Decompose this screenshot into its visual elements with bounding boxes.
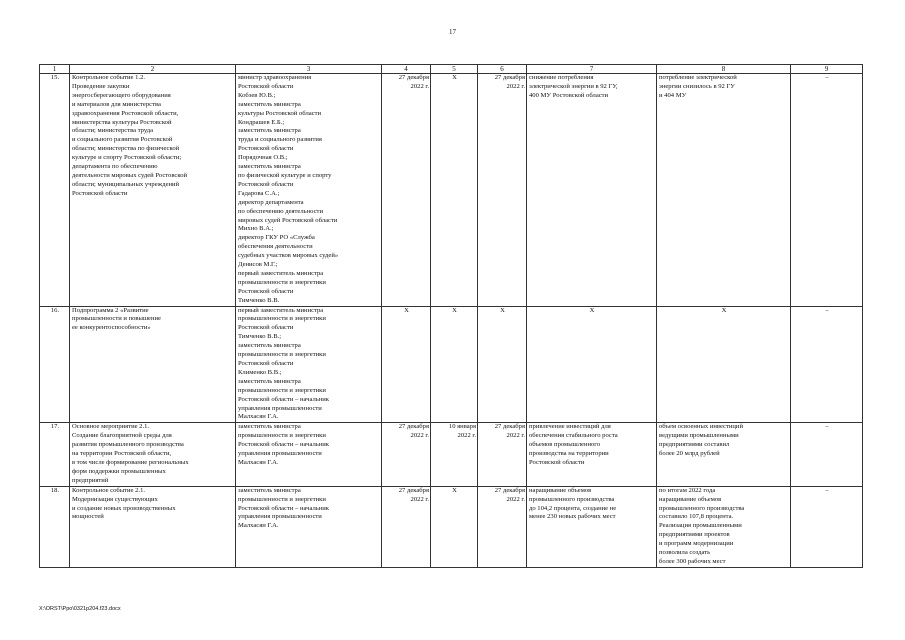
column-header: 2	[70, 65, 236, 74]
table-row	[40, 306, 863, 423]
column-header: 6	[478, 65, 527, 74]
event-name: Контрольное событие 1.2. Проведение закупки энергосберегающего оборудования и материалов для министерства здравоохранения Ростовской области, министерства культуры Ростовской области; министерства труда и социального развития Ростовской области; министерства по физической культуре и спорту Ростовской области; департамента по обеспечению деятельности мировых судей Ростовской области; муниципальных учреждений Ростовской области	[72, 74, 188, 197]
notes-cell: –	[825, 423, 829, 431]
row-number: 17.	[40, 423, 70, 486]
column-header: 1	[40, 65, 70, 74]
expected-result: снижение потребления электрической энергии в 92 ГУ, 400 МУ Ростовской области	[529, 74, 618, 99]
date-cell: Х	[452, 486, 457, 494]
footer-file-path: X:\ORST\Ppo\0321p204.f23.docx	[39, 606, 121, 612]
event-name: Подпрограмма 2 «Развитие промышленности и повышение ее конкурентоспособности»	[72, 306, 161, 332]
column-header: 8	[657, 65, 791, 74]
row-number: 15.	[40, 74, 70, 307]
actual-result: Х	[721, 306, 727, 314]
column-header: 7	[527, 65, 657, 74]
row-number: 18.	[40, 486, 70, 567]
table-row	[40, 486, 863, 567]
table-row	[40, 423, 863, 486]
actual-result: объем освоенных инвестиций ведущими промышленными предприятиями составил более 20 млрд рублей	[659, 423, 743, 458]
date-cell: Х	[500, 306, 505, 314]
date-cell: Х	[404, 306, 409, 314]
column-header: 4	[382, 65, 431, 74]
date-cell: 27 декабря 2022 г.	[494, 486, 525, 503]
expected-result: Х	[589, 306, 595, 314]
page-number: 17	[449, 28, 456, 36]
date-cell: Х	[452, 74, 457, 81]
report-table	[39, 64, 863, 568]
responsible-persons: заместитель министра промышленности и энергетики Ростовской области – начальник управления промышленности Малхасян Г.А.	[238, 423, 330, 466]
table-row	[40, 74, 863, 307]
date-cell: 27 декабря 2022 г.	[494, 74, 525, 90]
event-name: Контрольное событие 2.1. Модернизация существующих и создание новых производственных мощностей	[72, 486, 176, 521]
page-bottom-margin	[39, 600, 862, 640]
notes-cell: –	[825, 74, 829, 81]
responsible-persons: заместитель министра промышленности и энергетики Ростовской области – начальник управления промышленности Малхасян Г.А.	[238, 486, 330, 530]
date-cell: 10 января 2022 г.	[448, 423, 476, 440]
header-row	[40, 65, 863, 74]
date-cell: 27 декабря 2022 г.	[494, 423, 525, 440]
notes-cell: –	[825, 306, 829, 314]
responsible-persons: первый заместитель министра промышленности и энергетики Ростовской области Тимченко В.В.; заместитель министра промышленности и энергетики Ростовской области Клименко В.В.; заместитель министра промышленности и энергетики Ростовской области – начальник управления промышленности Малхасян Г.А.	[238, 306, 330, 421]
date-cell: Х	[452, 306, 457, 314]
expected-result: наращивание объемов промышленного производства до 104,2 процента, создание не менее 230 новых рабочих мест	[529, 486, 617, 521]
column-header: 3	[236, 65, 382, 74]
date-cell: 27 декабря 2022 г.	[398, 423, 429, 440]
column-header: 5	[431, 65, 478, 74]
column-header: 9	[791, 65, 863, 74]
date-cell: 27 декабря 2022 г.	[398, 486, 429, 503]
responsible-persons: министр здравоохранения Ростовской области Кобзев Ю.В.; заместитель министра культуры Ростовской области Кондрашев Е.Б.; заместитель министра труда и социального развития Ростовской области Порядочная О.В.; заместитель министра по физической культуре и спорту Ростовской области Гадарова С.А.; директор департамента по обеспечению деятельности мировых судей Ростовской области Михно В.А.; директор ГКУ РО «Служба обеспечения деятельности судебных участков мировых судей» Денисов М.Г.; первый заместитель министра промышленности и энергетики Ростовской области Тимченко В.В.	[238, 74, 339, 304]
row-number: 16.	[40, 306, 70, 423]
notes-cell: –	[825, 486, 829, 494]
actual-result: по итогам 2022 года наращивание объемов промышленного производства составило 107,8 процента. Реализация промышленными предприятиями проектов и программ модернизации позволила создать более 300 рабочих мест	[659, 486, 745, 565]
date-cell: 27 декабря 2022 г.	[398, 74, 429, 90]
event-name: Основное мероприятие 2.1. Создание благоприятной среды для развития промышленного производства на территории Ростовской области, в том числе формирование региональных форм поддержки промышленных предприятий	[72, 423, 189, 484]
actual-result: потребление электрической энергии снизилось в 92 ГУ и 404 МУ	[659, 74, 737, 99]
expected-result: привлечение инвестиций для обеспечения стабильного роста объемов промышленного производства на территории Ростовской области	[529, 423, 618, 466]
